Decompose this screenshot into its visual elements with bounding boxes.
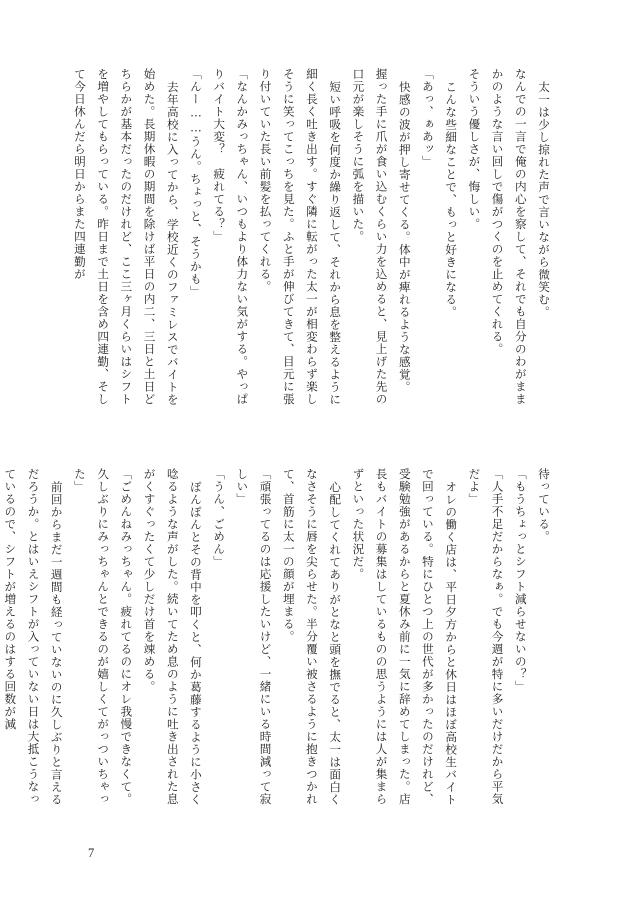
paragraph-dialogue: 「頑張ってるのは応援したいけど、一緒にいる時間減って寂しい」 <box>235 468 273 806</box>
paragraph-dialogue: 「もうちょっとシフト減らせないの？」 <box>513 468 528 693</box>
paragraph: なんでの一言で俺の内心を察して、それでも自分のわがままかのような言い回しで傷がつくのを止めてくれる。 <box>490 68 528 406</box>
paragraph: 心配してくれてありがとなと頭を撫でると、太一は面白くなさそうに唇を尖らせた。半分覆い被さるように抱きつかれて、首筋に太一の顔が埋まる。 <box>281 468 343 806</box>
paragraph: こんな些細なことで、もっと好きになる。 <box>444 80 459 318</box>
paragraph: 去年高校に入ってから、学校近くのファミレスでバイトを始めた。長期休暇の期間を除けば平日の内二、三日と土日どちらかが基本だったのだけれど、ここ三ヶ月くらいはシフトを増やしてもらっている。昨日まで土日を含め四連勤、そして今日休んだら明日からまた四連勤が <box>72 68 180 406</box>
paragraph: オレの働く店は、平日夕方からと休日はほぼ高校生バイトで回っている。特にひとつ上の世代が多かったのだけれど、受験勉強があるからと夏休み前に一気に辞めてしまった。店長もバイトの募集はしているものの思うようには人が集まらずといった状況だ。 <box>351 468 459 806</box>
paragraph-dialogue: 「なんかみっちゃん、いつもより体力ない気がする。やっぱりバイト大変？ 疲れてる？」 <box>212 68 250 406</box>
paragraph: 短い呼吸を何度か繰り返して、それから息を整えるように細く長く吐き出す。すぐ隣に転がった太一が相変わらず楽しそうに笑ってこっちを見た。ふと手が伸びてきて、目元に張り付いていた長い前髪を払ってくれる。 <box>258 68 343 406</box>
paragraph-dialogue: 「んー……うん。ちょっと、そうかも」 <box>188 68 203 298</box>
paragraph-dialogue: 「うん、ごめん」 <box>212 468 227 568</box>
paragraph: 待っている。 <box>537 468 551 543</box>
text-block-top <box>72 68 555 416</box>
page-number: 7 <box>88 846 95 860</box>
paragraph-group-bottom-right <box>346 468 555 816</box>
paragraph: ぽんぽんとその背中を叩くと、何か葛藤するように小さく唸るような声がした。続いてため息のように吐き出された息がくすぐったくて少しだけ首を竦める。 <box>142 468 203 806</box>
paragraph: 前回からまだ一週間も経っていないのに久しぶりと言えるだろうか。とはいえシフトが入っていない日は大抵こうなっているので、シフトが増えるのはする回数が減 <box>3 468 64 806</box>
paragraph: そういう優しさが、悔しい。 <box>467 68 482 231</box>
paragraph-dialogue: 「ごめんねみっちゃん。疲れてるのにオレ我慢できなくて。久しぶりにみっちゃんとできるのが嬉しくてがっついちゃった」 <box>72 468 134 806</box>
paragraph-dialogue: 「人手不足だからなぁ。でも今週が特に多いだけだから平気だよ」 <box>467 468 505 806</box>
paragraph-group-top-right <box>346 68 555 416</box>
paragraph-dialogue: 「あっ、ぁあッ」 <box>420 68 435 168</box>
text-block-bottom <box>3 468 555 816</box>
paragraph-group-bottom-left <box>0 468 346 816</box>
paragraph: 太一は少し掠れた声で言いながら微笑む。 <box>537 80 551 318</box>
paragraph: 握った手に爪が食い込むくらい力を込めると、見上げた先の口元が楽しそうに弧を描いた。 <box>351 68 389 406</box>
paragraph: 快感の波が押し寄せてくる。体中が痺れるような感覚。 <box>397 80 412 393</box>
paragraph-group-top-left <box>68 68 346 416</box>
